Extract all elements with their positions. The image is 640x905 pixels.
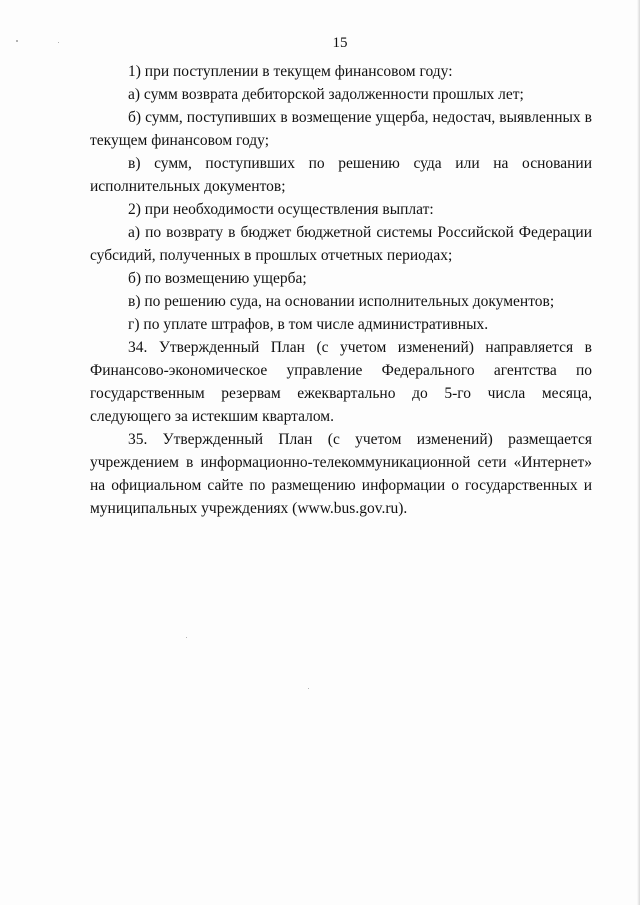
scan-speck <box>16 40 18 42</box>
scan-speck <box>308 688 309 689</box>
paragraph-2: а) сумм возврата дебиторской задолженности прошлых лет; <box>128 86 524 103</box>
paragraph-7: б) по возмещению ущерба; <box>128 270 307 287</box>
paragraph-5: 2) при необходимости осуществления выплат: <box>128 201 434 218</box>
scan-speck <box>58 42 59 43</box>
paragraph-4: в) сумм, поступивших по решению суда или на основании исполнительных документов; <box>90 155 592 195</box>
paragraph-6: а) по возврату в бюджет бюджетной системы Российской Федерации субсидий, полученных в прошлых отчетных периодах; <box>90 224 592 264</box>
paragraph-34: 34. Утвержденный План (с учетом изменений) направляется в Финансово-экономическое управление Федерального агентства по государственным резервам ежеквартально до 5-го числа месяца, следующего за истекшим кварталом. <box>90 339 592 425</box>
scan-speck <box>186 637 187 638</box>
document-body <box>90 60 592 520</box>
paragraph-1: 1) при поступлении в текущем финансовом году: <box>128 63 453 80</box>
paragraph-8: в) по решению суда, на основании исполнительных документов; <box>128 293 555 310</box>
page-number: 15 <box>332 35 348 51</box>
paragraph-3: б) сумм, поступивших в возмещение ущерба, недостач, выявленных в текущем финансовом году; <box>90 109 592 149</box>
paragraph-9: г) по уплате штрафов, в том числе административных. <box>128 316 489 333</box>
paragraph-35: 35. Утвержденный План (с учетом изменений) размещается учреждением в информационно-телекоммуникационной сети «Интернет» на официальном сайте по размещению информации о государственных и муниципальных учреждениях (www.bus.gov.ru). <box>90 431 592 517</box>
